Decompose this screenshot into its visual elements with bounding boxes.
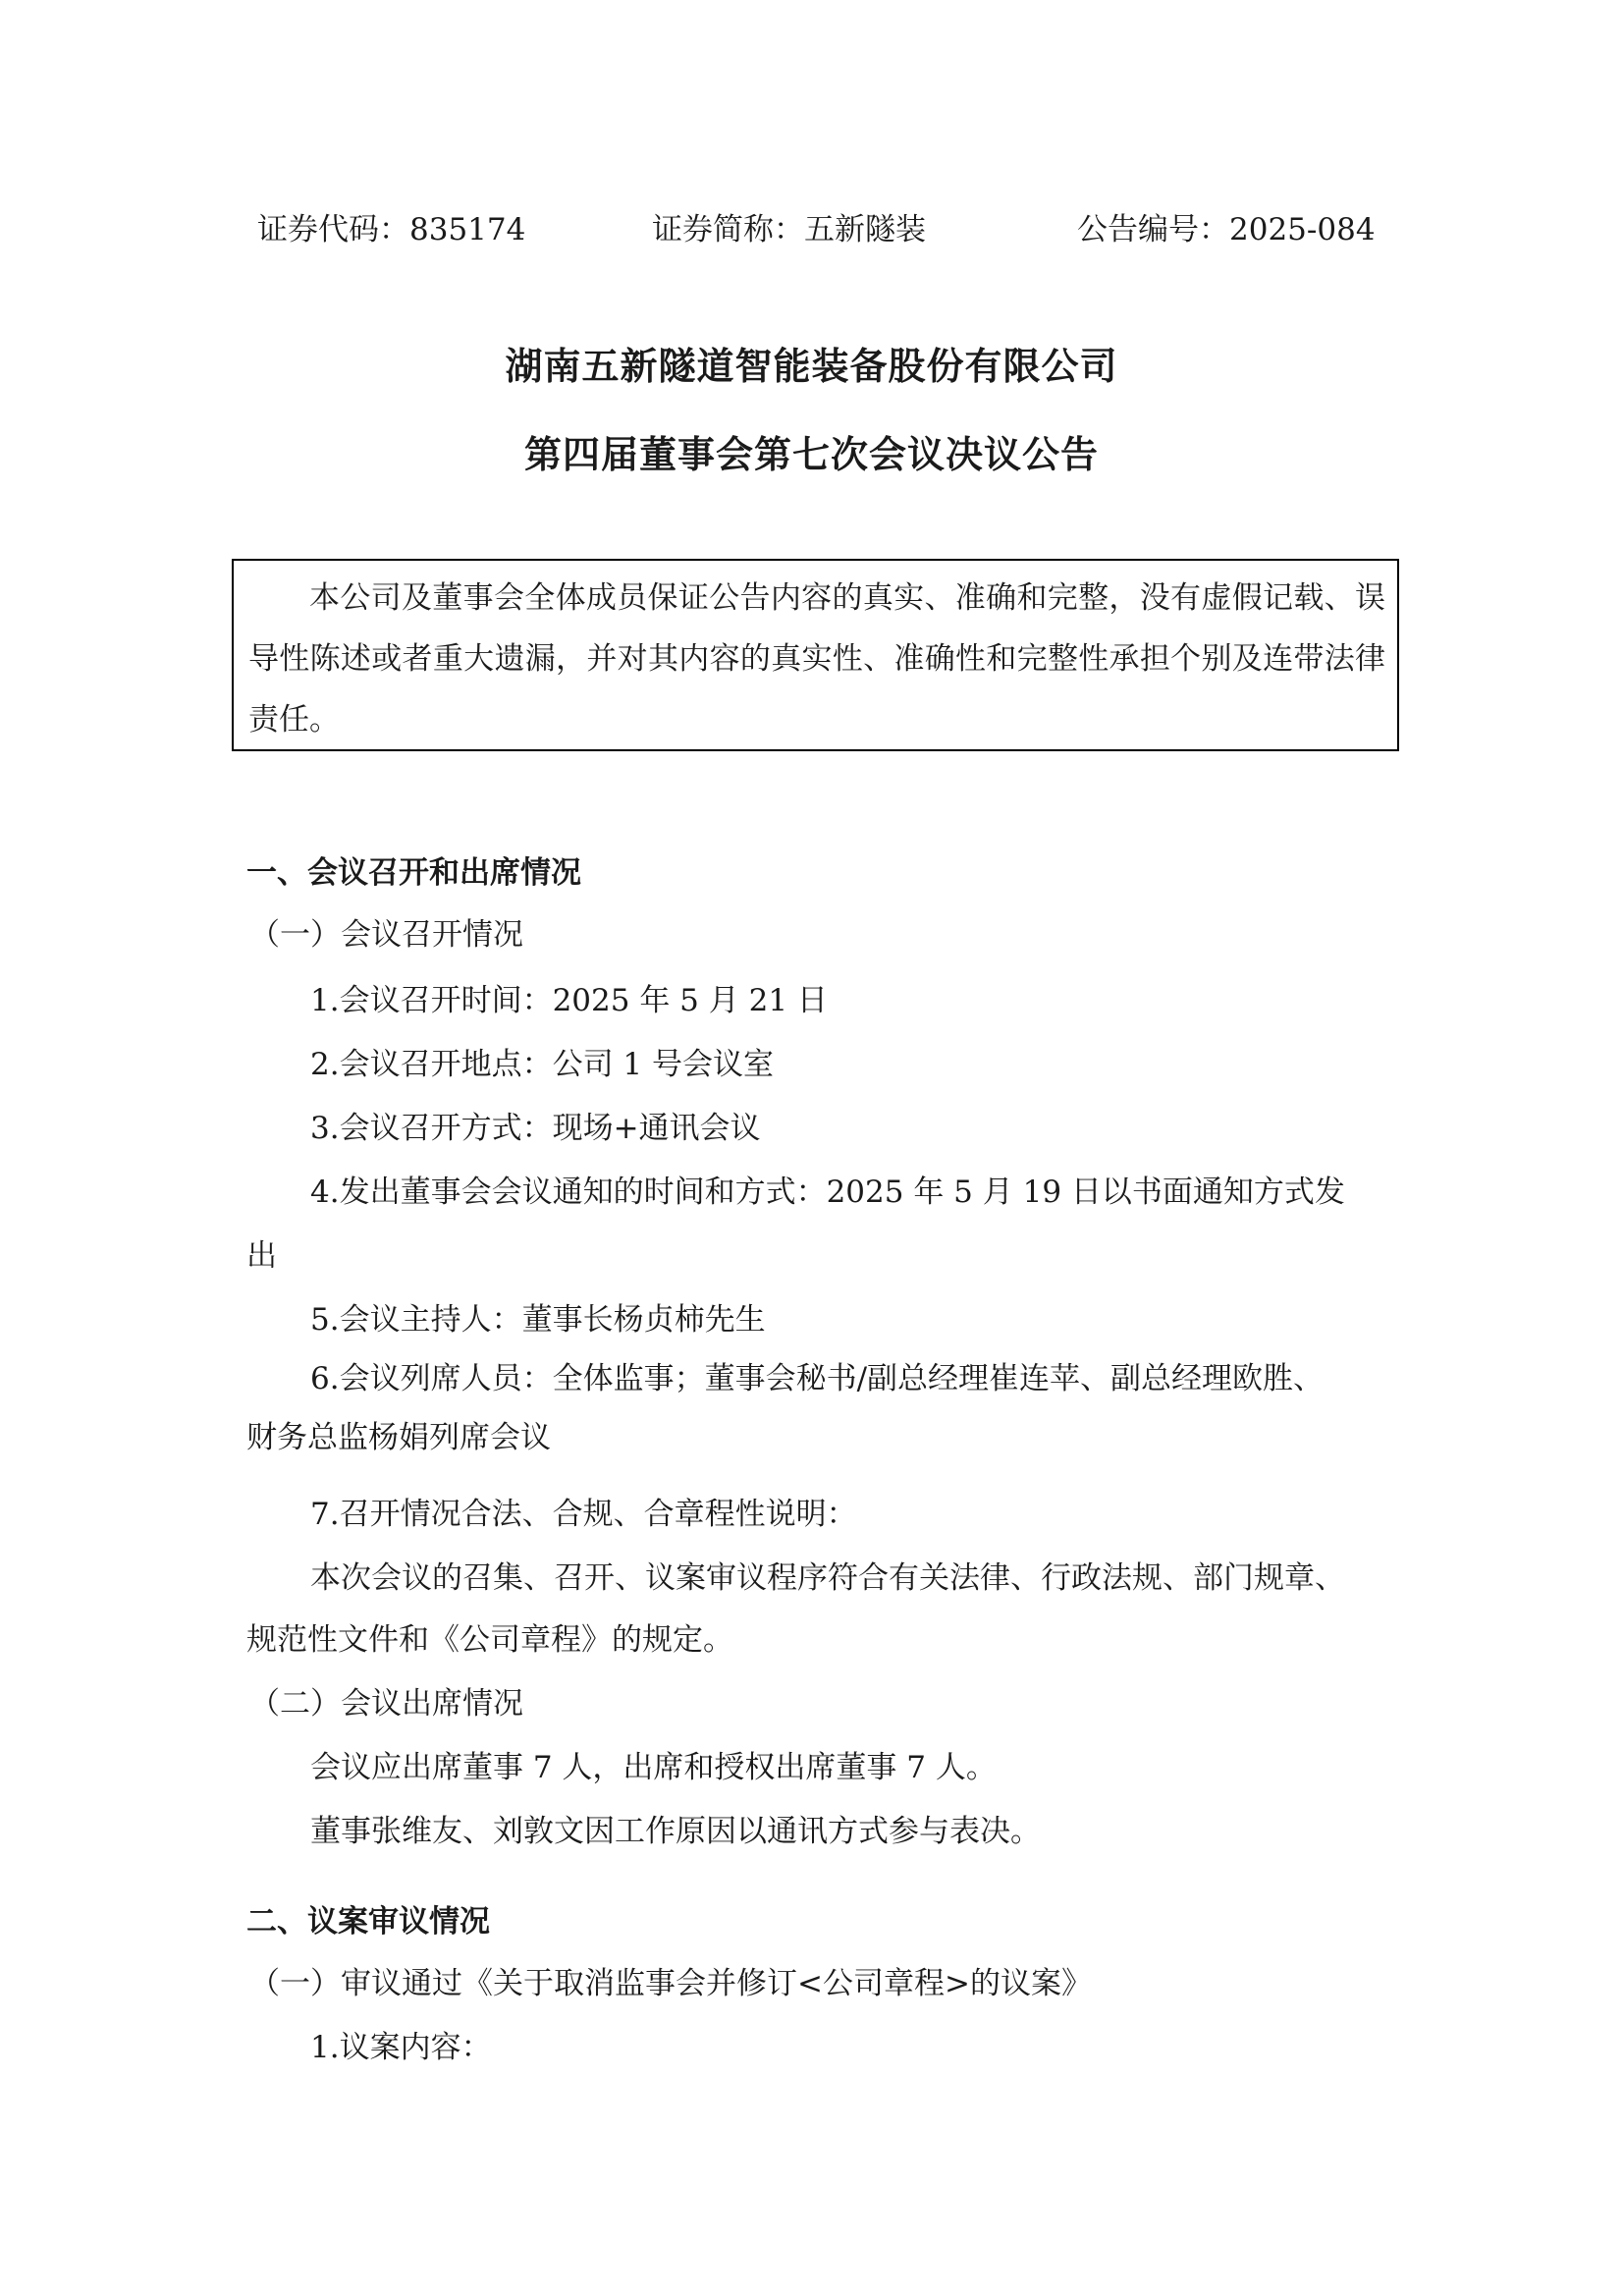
meeting-time: 1.会议召开时间：2025 年 5 月 21 日 — [310, 983, 828, 1018]
legality-text-line2: 规范性文件和《公司章程》的规定。 — [246, 1622, 733, 1658]
company-name-title: 湖南五新隧道智能装备股份有限公司 — [505, 345, 1118, 388]
statement-box — [232, 559, 1399, 751]
legality-heading: 7.召开情况合法、合规、合章程性说明： — [310, 1497, 857, 1532]
meeting-location: 2.会议召开地点：公司 1 号会议室 — [310, 1047, 775, 1082]
attendance-count: 会议应出席董事 7 人，出席和授权出席董事 7 人。 — [310, 1750, 997, 1785]
legality-text-line1: 本次会议的召集、召开、议案审议程序符合有关法律、行政法规、部门规章、 — [310, 1560, 1345, 1596]
section1-sub1-heading: （一）会议召开情况 — [249, 917, 523, 953]
security-short-name: 证券简称：五新隧装 — [652, 212, 926, 247]
section1-sub2-heading: （二）会议出席情况 — [249, 1686, 523, 1722]
proposal-content-label: 1.议案内容： — [310, 2030, 492, 2065]
announcement-title: 第四届董事会第七次会议决议公告 — [523, 433, 1099, 476]
notice-time-method-line2: 出 — [246, 1238, 277, 1274]
statement-text: 本公司及董事会全体成员保证公告内容的真实、准确和完整，没有虚假记载、误导性陈述或者重大遗漏，并对其内容的真实性、准确性和完整性承担个别及连带法律责任。 — [248, 580, 1385, 738]
section2-sub1-heading: （一）审议通过《关于取消监事会并修订<公司章程>的议案》 — [249, 1966, 1092, 2001]
meeting-method: 3.会议召开方式：现场+通讯会议 — [310, 1111, 761, 1146]
announcement-number: 公告编号：2025-084 — [1077, 212, 1376, 247]
section1-heading: 一、会议召开和出席情况 — [246, 855, 581, 891]
meeting-host: 5.会议主持人：董事长杨贞柿先生 — [310, 1302, 766, 1338]
meeting-attendees-line2: 财务总监杨娟列席会议 — [246, 1420, 551, 1455]
meeting-attendees-line1: 6.会议列席人员：全体监事；董事会秘书/副总经理崔连苹、副总经理欧胜、 — [310, 1361, 1325, 1396]
notice-time-method-line1: 4.发出董事会会议通知的时间和方式：2025 年 5 月 19 日以书面通知方式发 — [310, 1175, 1345, 1210]
remote-voting-note: 董事张维友、刘敦文因工作原因以通讯方式参与表决。 — [310, 1814, 1041, 1849]
section2-heading: 二、议案审议情况 — [246, 1904, 490, 1940]
security-code: 证券代码：835174 — [257, 212, 526, 247]
